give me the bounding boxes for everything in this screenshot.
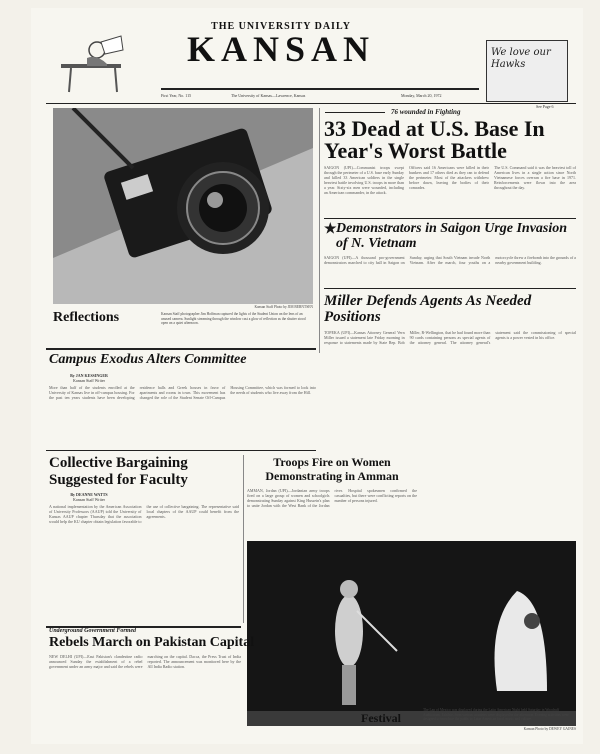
lead-kicker: 76 wounded in Fighting [391, 108, 461, 116]
campus-bottom-rule [46, 450, 316, 451]
collective-byline: By DEANNE WATTS [70, 492, 108, 497]
lead-headline: 33 Dead at U.S. Base In Year's Worst Battle [324, 116, 545, 163]
collective-headline: Collective Bargaining Suggested for Faculty [49, 455, 188, 488]
campus-headline: Campus Exodus Alters Committee [49, 352, 247, 367]
miller-headline: Miller Defends Agents As Needed Positions [324, 293, 532, 325]
festival-illustration [247, 541, 576, 726]
lead-body-right: The U.S. Command said it was the heaviest toll of American lives in a single action since North Vietnamese forces overran a fire base in 1971. Reinforcements were flown into the area throughout the day. [494, 165, 576, 190]
collective-byline-title: Kansan Staff Writer [73, 497, 105, 502]
masthead-illustration [31, 32, 151, 102]
campus-rule [46, 348, 316, 350]
reflections-photo-credit: Kansan Staff Photo by JIM BERNTSEN [254, 305, 313, 309]
campus-byline-title: Kansan Staff Writer [73, 378, 105, 383]
troops-body: AMMAN, Jordan (UPI)—Jordanian army troops fired on a large group of women and schoolgirls demonstrating Sunday against King Hussein's plan to unite Jordan with the West Bank of the Jordan river. Hospital spokesmen confirmed the casualties, but there were conflicting reports on the number of persons injured. [247, 488, 417, 508]
dateline-left: First Year, No. 115 [161, 93, 192, 98]
festival-photo-credit: Kansan Photo by DEWEY GAINES [523, 727, 576, 731]
column-divider-2 [243, 455, 244, 623]
column-divider-1 [319, 108, 320, 353]
festival-photo [247, 541, 576, 726]
camera-illustration [53, 108, 313, 304]
demonstrators-headline: Demonstrators in Saigon Urge Invasion of N. Vietnam [336, 221, 568, 251]
festival-title: Festival [361, 711, 401, 725]
masthead-rule-top [161, 88, 479, 90]
masthead-ear-box [486, 40, 568, 102]
price-box: See Page 6 [536, 104, 554, 109]
demonstrators-body: SAIGON (UPI)—A thousand pro-government demonstrators marched to city hall in Saigon on Sunday, urging that South Vietnam invade North Vietnam. After the march, four youths on a motorcycle threw a firebomb into the grounds of a nearby government building. [324, 255, 576, 265]
demonstrators-star: ★ [324, 222, 337, 237]
rebels-body: NEW DELHI (UPI)—East Pakistan's clandestine radio announced Sunday the establishment of a rebel government under an army major and said the rebels were marching on the capital. Dacca, the Press Trust of India reported. The announcement was monitored here by the All India Radio station. [49, 654, 241, 669]
reflections-caption: Kansan Staff photographer Jim Hoffman captured the lights of the Student Union on the lens of an unused camera. Sunlight streaming through the window cast a glow of reflection as the shutter stood open on a quiet afternoon. [161, 312, 306, 325]
newspaper-page [31, 8, 583, 744]
lead-body-center: Officers said 16 Americans were killed in their bunkers and 17 others died as they ran to defend the perimeter. Most of the attackers withdrew before dawn, leaving the bodies of their comrades. [409, 165, 489, 190]
masthead-rule-bottom [46, 103, 576, 104]
masthead-drawing [31, 32, 151, 102]
masthead [31, 8, 583, 72]
lead-body-left: SAIGON (UPI)—Communist troops swept through the perimeter of a U.S. base early Sunday and killed 33 American soldiers in the single heaviest battle involving U.S. troops in more than a year. Sixty-six men were wounded, including an American commander, in the attack. [324, 165, 404, 195]
ear-handwriting: We love our Hawks [491, 47, 551, 70]
masthead-title: KANSAN [186, 29, 375, 69]
dateline-center: The University of Kansas—Lawrence, Kansas [231, 93, 306, 98]
miller-body: TOPEKA (UPI)—Kansas Attorney General Vern Miller issued a statement late Friday morning in response to statements made by State Rep. Bob Miller, R-Wellington, that he had found more than 90 cards containing persons as special agents of the attorney general. The attorney general's statement said the commissioning of special agents is a power vested in his office. [324, 330, 576, 345]
troops-headline: Troops Fire on Women Demonstrating in Amman [265, 455, 399, 483]
dateline-bar [161, 92, 479, 100]
lead-rule [324, 218, 576, 219]
reflections-photo [53, 108, 313, 304]
demonstrators-rule [324, 288, 576, 289]
campus-body: More than half of the students enrolled at the University of Kansas live in off-campus housing. For the past ten years students have been developing residence halls and Greek houses in favor of apartments and rooms in town. This movement has changed the role of the Student Senate Off-Campus Housing Committee, which was formed to look into the needs of students who live away from the Hill. [49, 385, 316, 400]
underground-label: Underground Government Formed [49, 628, 137, 634]
masthead-kicker: THE UNIVERSITY DAILY [211, 21, 351, 32]
campus-byline: By JAN KESSINGER [70, 373, 108, 378]
reflections-title: Reflections [53, 310, 120, 325]
rebels-headline: Rebels March on Pakistan Capital [49, 635, 255, 650]
dateline-right: Monday, March 20, 1972 [401, 93, 442, 98]
festival-caption: The Lap of Mexico was displayed during the Latin American Night held Saturday in Woodruff Auditorium. Exhibits from various countries were displayed in the afternoon. Evening activities were designed to introduce the public to Latin American food, music and culture. [423, 708, 569, 721]
collective-body: A national implementation by the American Association of University Professors (AAUP) told the University of Kansas AAUP chapter Thursday that the association would help the KU chapter obtain legislation favorable to the use of collective bargaining. The representative said local chapters of the AAUP could benefit from the agreements. [49, 504, 239, 524]
lead-kicker-rule [325, 112, 385, 113]
